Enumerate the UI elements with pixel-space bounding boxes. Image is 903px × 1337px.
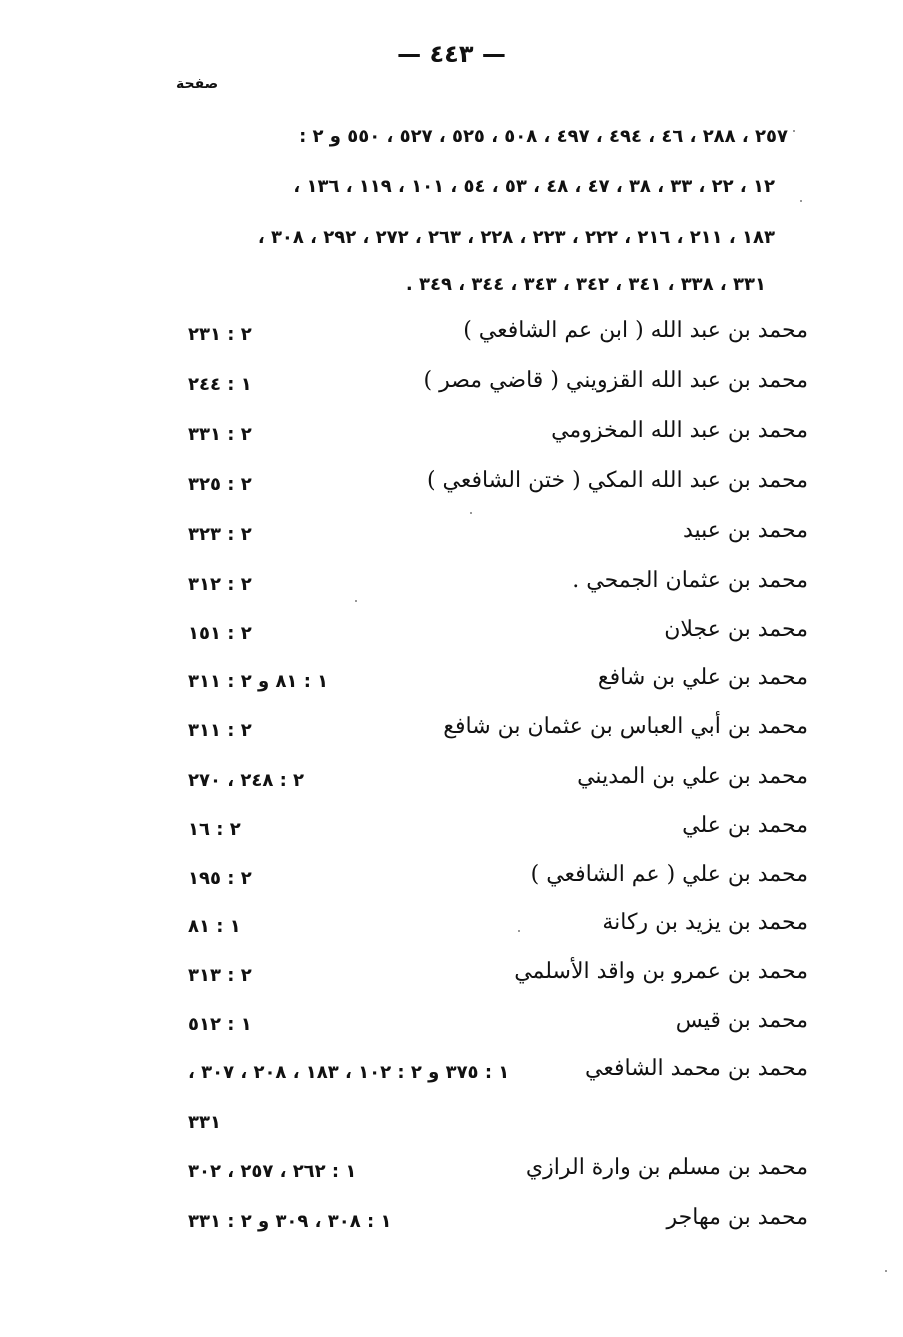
- entry-name: محمد بن مهاجر: [666, 1205, 808, 1230]
- entry-name: محمد بن علي: [682, 813, 808, 838]
- scan-speck: [518, 930, 520, 932]
- entry-refs: ١ : ٨١: [188, 916, 241, 937]
- entry-refs: ٢ : ٢٤٨ ، ٢٧٠: [188, 770, 305, 791]
- scan-speck: [793, 130, 795, 132]
- entry-name: محمد بن عبد الله المكي ( ختن الشافعي ): [426, 468, 808, 493]
- page-column-label: صفحة: [176, 76, 219, 92]
- entry-name: محمد بن علي ( عم الشافعي ): [530, 862, 808, 887]
- entry-name: محمد بن محمد الشافعي: [585, 1056, 808, 1081]
- entry-refs: ٢ : ٢٣١: [188, 324, 252, 345]
- entry-name: محمد بن مسلم بن وارة الرازي: [525, 1155, 808, 1180]
- entry-name: محمد بن عبد الله القزويني ( قاضي مصر ): [423, 368, 808, 393]
- entry-refs: ١ : ٢٦٢ ، ٢٥٧ ، ٣٠٢: [188, 1161, 357, 1182]
- entry-name: محمد بن علي بن المديني: [577, 764, 808, 789]
- entry-refs: ٣٣١: [188, 1112, 221, 1133]
- continuation-line: ١٨٣ ، ٢١١ ، ٢١٦ ، ٢٢٢ ، ٢٢٣ ، ٢٢٨ ، ٢٦٣ ، ٢٧٢ ، ٢٩٢ ، ٣٠٨ ،: [257, 227, 775, 248]
- entry-name: محمد بن عثمان الجمحي .: [572, 568, 808, 593]
- entry-refs: ٢ : ٣٣١: [188, 424, 252, 445]
- entry-refs: ٢ : ٣٢٣: [188, 524, 252, 545]
- entry-refs: ١ : ٥١٢: [188, 1014, 252, 1035]
- entry-name: محمد بن علي بن شافع: [597, 665, 808, 690]
- entry-name: محمد بن أبي العباس بن عثمان بن شافع: [443, 714, 808, 739]
- continuation-line: ١٢ ، ٢٢ ، ٣٣ ، ٣٨ ، ٤٧ ، ٤٨ ، ٥٣ ، ٥٤ ، ١٠١ ، ١١٩ ، ١٣٦ ،: [293, 176, 775, 197]
- entry-name: محمد بن عجلان: [664, 617, 808, 642]
- entry-refs: ٢ : ١٦: [188, 819, 241, 840]
- entry-name: محمد بن يزيد بن ركانة: [602, 910, 808, 935]
- entry-name: محمد بن عبد الله المخزومي: [551, 418, 808, 443]
- entry-refs: ٢ : ١٩٥: [188, 868, 252, 889]
- entry-refs: ١ : ٢٤٤: [188, 374, 252, 395]
- entry-name: محمد بن عبد الله ( ابن عم الشافعي ): [463, 318, 808, 343]
- entry-refs: ٢ : ٣١٣: [188, 965, 252, 986]
- scan-speck: [470, 512, 472, 514]
- entry-refs: ٢ : ٣٢٥: [188, 474, 252, 495]
- continuation-line: ٢٥٧ ، ٢٨٨ ، ٤٦ ، ٤٩٤ ، ٤٩٧ ، ٥٠٨ ، ٥٢٥ ، ٥٢٧ ، ٥٥٠ و ٢ :: [299, 126, 788, 147]
- entry-refs: ٢ : ٣١٢: [188, 574, 252, 595]
- entry-refs: ٢ : ٣١١: [188, 720, 252, 741]
- entry-name: محمد بن عبيد: [682, 518, 808, 543]
- scan-speck: [800, 200, 802, 202]
- continuation-line: ٣٣١ ، ٣٣٨ ، ٣٤١ ، ٣٤٢ ، ٣٤٣ ، ٣٤٤ ، ٣٤٩ .: [405, 274, 766, 295]
- entry-refs: ١ : ٣٠٨ ، ٣٠٩ و ٢ : ٣٣١: [188, 1211, 392, 1232]
- entry-name: محمد بن قيس: [675, 1008, 808, 1033]
- scan-speck: [355, 600, 357, 602]
- scan-speck: [885, 1270, 887, 1272]
- page-number: — ٤٤٣ —: [397, 40, 506, 68]
- entry-refs: ١ : ٨١ و ٢ : ٣١١: [188, 671, 329, 692]
- entry-name: محمد بن عمرو بن واقد الأسلمي: [514, 959, 808, 984]
- entry-refs: ١ : ٣٧٥ و ٢ : ١٠٢ ، ١٨٣ ، ٢٠٨ ، ٣٠٧ ،: [188, 1062, 510, 1083]
- entry-refs: ٢ : ١٥١: [188, 623, 252, 644]
